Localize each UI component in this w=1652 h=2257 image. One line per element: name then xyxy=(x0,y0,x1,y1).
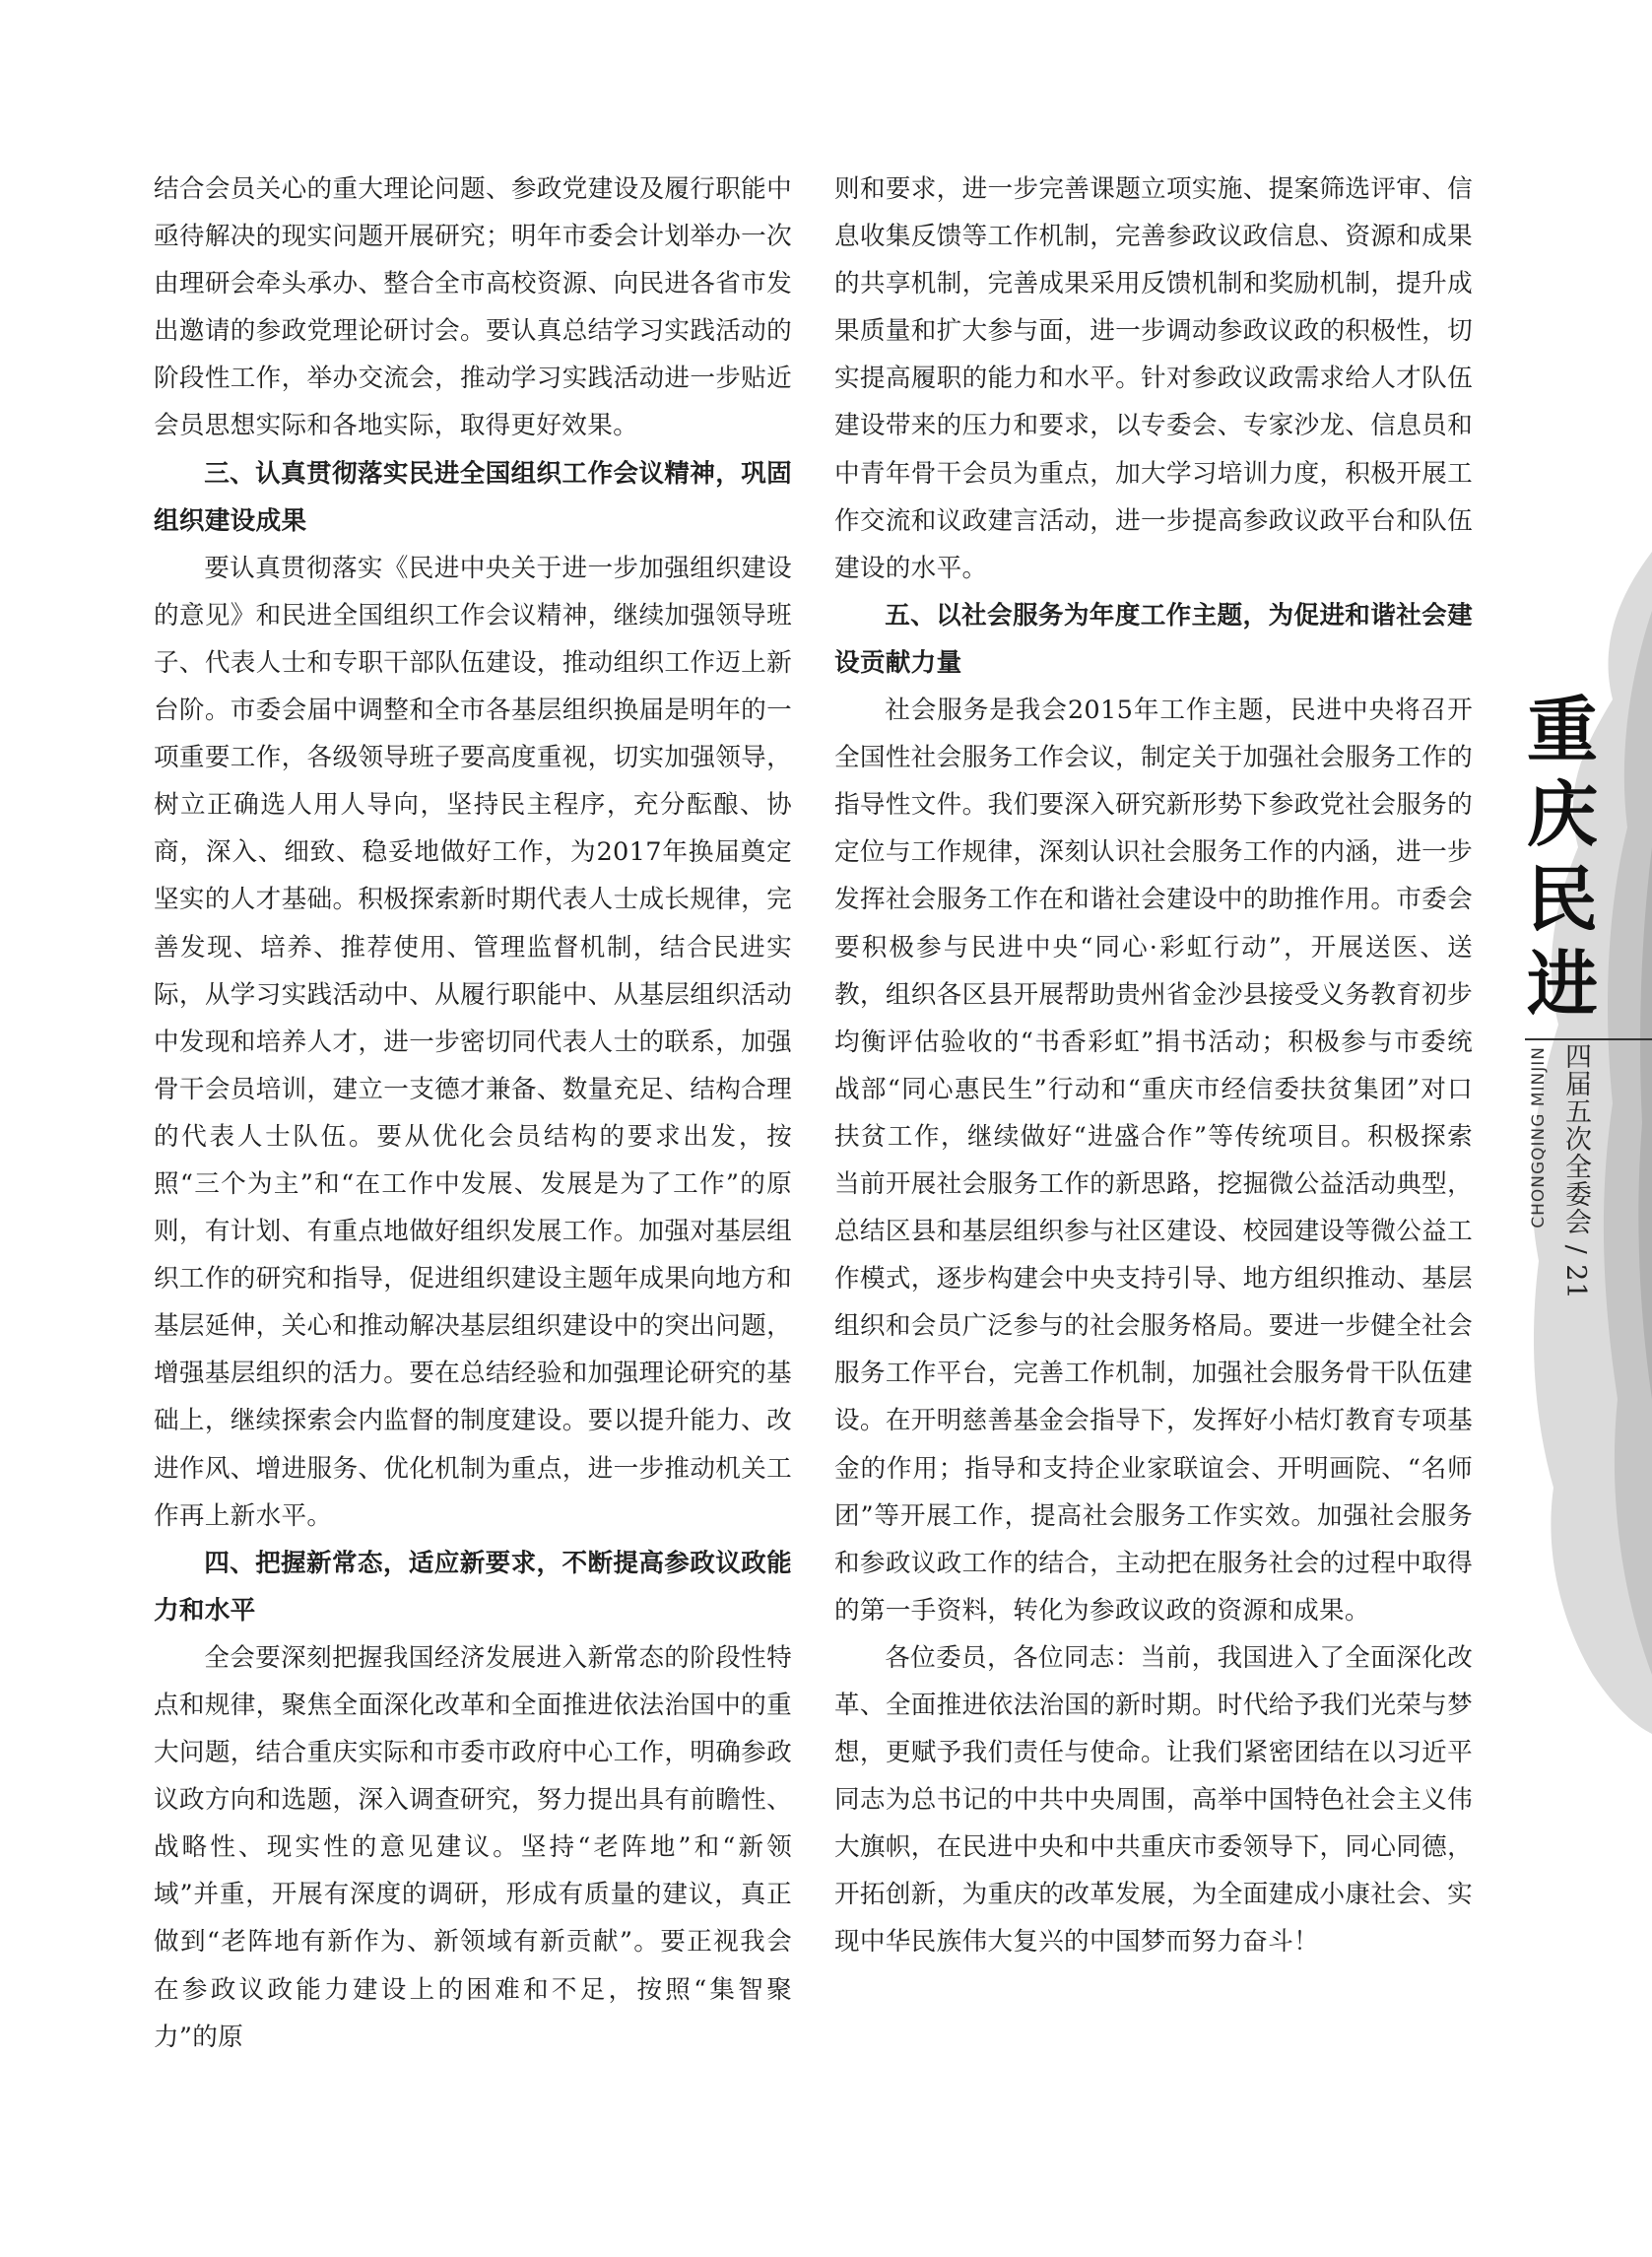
masthead-char: 进 xyxy=(1526,942,1598,1026)
paragraph: 结合会员关心的重大理论问题、参政党建设及履行职能中亟待解决的现实问题开展研究；明年市委会计划举办一次由理研会牵头承办、整合全市高校资源、向民进各省市发出邀请的参政党理论研讨会。要认真总结学习实践活动的阶段性工作，举办交流会，推动学习实践活动进一步贴近会员思想实际和各地实际，取得更好效果。 xyxy=(154,174,792,441)
paragraph: 则和要求，进一步完善课题立项实施、提案筛选评审、信息收集反馈等工作机制，完善参政议政信息、资源和成果的共享机制，完善成果采用反馈机制和奖励机制，提升成果质量和扩大参与面，进一步调动参政议政的积极性，切实提高履职的能力和水平。针对参政议政需求给人才队伍建设带来的压力和要求，以专委会、专家沙龙、信息员和中青年骨干会员为重点，加大学习培训力度，积极开展工作交流和议政建言活动，进一步提高参政议政平台和队伍建设的水平。 xyxy=(834,174,1473,583)
masthead-pinyin: CHONGQING MINJIN xyxy=(1529,1046,1549,1228)
paragraph: 要认真贯彻落实《民进中央关于进一步加强组织建设的意见》和民进全国组织工作会议精神，继续加强领导班子、代表人士和专职干部队伍建设，推动组织工作迈上新台阶。市委会届中调整和全市各基层组织换届是明年的一项重要工作，各级领导班子要高度重视，切实加强领导，树立正确选人用人导向，坚持民主程序，充分酝酿、协商，深入、细致、稳妥地做好工作，为2017年换届奠定坚实的人才基础。积极探索新时期代表人士成长规律，完善发现、培养、推荐使用、管理监督机制，结合民进实际，从学习实践活动中、从履行职能中、从基层组织活动中发现和培养人才，进一步密切同代表人士的联系，加强骨干会员培训，建立一支德才兼备、数量充足、结构合理的代表人士队伍。要从优化会员结构的要求出发，按照“三个为主”和“在工作中发展、发展是为了工作”的原则，有计划、有重点地做好组织发展工作。加强对基层组织工作的研究和指导，促进组织建设主题年成果向地方和基层延伸，关心和推动解决基层组织建设中的突出问题，增强基层组织的活力。要在总结经验和加强理论研究的基础上，继续探索会内监督的制度建设。要以提升能力、改进作风、增进服务、优化机制为重点，进一步推动机关工作再上新水平。 xyxy=(154,553,792,1531)
masthead-char: 民 xyxy=(1526,857,1598,941)
section-heading: 四、把握新常态，适应新要求，不断提高参政议政能力和水平 xyxy=(154,1548,792,1626)
masthead-title xyxy=(1523,688,1602,1027)
section-heading: 五、以社会服务为年度工作主题，为促进和谐社会建设贡献力量 xyxy=(834,600,1473,678)
left-column xyxy=(154,166,792,2061)
paragraph: 各位委员，各位同志：当前，我国进入了全面深化改革、全面推进依法治国的新时期。时代给予我们光荣与梦想，更赋予我们责任与使命。让我们紧密团结在以习近平同志为总书记的中共中央周围，高举中国特色社会主义伟大旗帜，在民进中央和中共重庆市委领导下，同心同德，开拓创新，为重庆的改革发展，为全面建成小康社会、实现中华民族伟大复兴的中国梦而努力奋斗！ xyxy=(834,1642,1473,1958)
right-column xyxy=(834,166,1473,1966)
masthead-char: 庆 xyxy=(1526,772,1598,856)
section-heading: 三、认真贯彻落实民进全国组织工作会议精神，巩固组织建设成果 xyxy=(154,458,792,536)
paragraph: 社会服务是我会2015年工作主题，民进中央将召开全国性社会服务工作会议，制定关于加强社会服务工作的指导性文件。我们要深入研究新形势下参政党社会服务的定位与工作规律，深刻认识社会服务工作的内涵，进一步发挥社会服务工作在和谐社会建设中的助推作用。市委会要积极参与民进中央“同心·彩虹行动”，开展送医、送教，组织各区县开展帮助贵州省金沙县接受义务教育初步均衡评估验收的“书香彩虹”捐书活动；积极参与市委统战部“同心惠民生”行动和“重庆市经信委扶贫集团”对口扶贫工作，继续做好“进盛合作”等传统项目。积极探索当前开展社会服务工作的新思路，挖掘微公益活动典型，总结区县和基层组织参与社区建设、校园建设等微公益工作模式，逐步构建会中央支持引导、地方组织推动、基层组织和会员广泛参与的社会服务格局。要进一步健全社会服务工作平台，完善工作机制，加强社会服务骨干队伍建设。在开明慈善基金会指导下，发挥好小桔灯教育专项基金的作用；指导和支持企业家联谊会、开明画院、“名师团”等开展工作，提高社会服务工作实效。加强社会服务和参政议政工作的结合，主动把在服务社会的过程中取得的第一手资料，转化为参政议政的资源和成果。 xyxy=(834,696,1473,1626)
masthead-char: 重 xyxy=(1526,688,1598,771)
paragraph: 全会要深刻把握我国经济发展进入新常态的阶段性特点和规律，聚焦全面深化改革和全面推进依法治国中的重大问题，结合重庆实际和市委市政府中心工作，明确参政议政方向和选题，深入调查研究，努力提出具有前瞻性、战略性、现实性的意见建议。坚持“老阵地”和“新领域”并重，开展有深度的调研，形成有质量的建议，真正做到“老阵地有新作为、新领域有新贡献”。要正视我会在参政议政能力建设上的困难和不足，按照“集智聚力”的原 xyxy=(154,1642,792,2052)
issue-page-label: 四届五次全委会 / 21 xyxy=(1560,1042,1591,1300)
masthead-rule xyxy=(1525,1038,1652,1040)
